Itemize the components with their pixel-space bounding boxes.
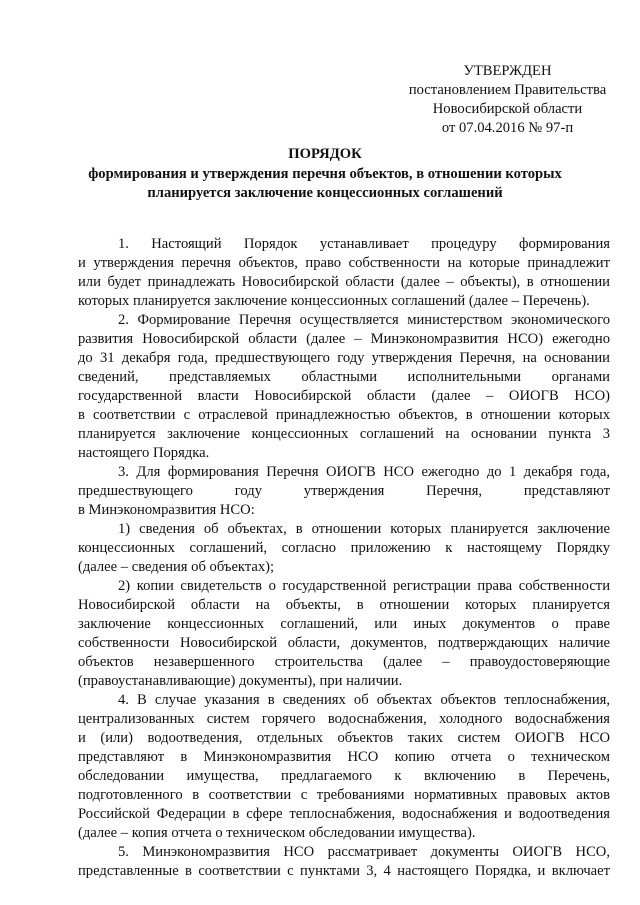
- document-title: [60, 145, 590, 204]
- paragraph-line: сведений, представляемых областными исполнительными органами: [78, 369, 610, 385]
- paragraph-line: (правоустанавливающие) документы), при наличии.: [78, 673, 403, 689]
- paragraph-line: государственной власти Новосибирской области (далее – ОИОГВ НСО): [78, 388, 610, 404]
- paragraph-line: и утверждения перечня объектов, право собственности на которые принадлежит: [78, 255, 610, 271]
- paragraph-line: заключение концессионных соглашений, или иных документов о праве: [78, 616, 610, 632]
- paragraph-line: которых планируется заключение концессионных соглашений (далее – Перечень).: [78, 293, 590, 309]
- paragraph-line: развития Новосибирской области (далее – Минэкономразвития НСО) ежегодно: [78, 331, 610, 347]
- title-heading: ПОРЯДОК: [288, 146, 362, 162]
- title-line: формирования и утверждения перечня объектов, в отношении которых: [88, 165, 562, 182]
- paragraph-line: обследовании имущества, предлагаемого к включению в Перечень,: [78, 768, 610, 784]
- paragraph-line: централизованных систем горячего водоснабжения, холодного водоснабжения: [78, 711, 610, 727]
- paragraph-line: и (или) водоотведения, отдельных объектов таких систем ОИОГВ НСО: [78, 730, 610, 746]
- paragraph-line: настоящего Порядка.: [78, 445, 210, 461]
- paragraph: [78, 577, 610, 691]
- paragraph-line: 1. Настоящий Порядок устанавливает процедуру формирования: [118, 236, 610, 252]
- paragraph-line: планируется заключение концессионных соглашений на основании пункта 3: [78, 426, 610, 442]
- paragraph-line: 2. Формирование Перечня осуществляется министерством экономического: [118, 312, 610, 328]
- paragraph-line: 3. Для формирования Перечня ОИОГВ НСО ежегодно до 1 декабря года,: [118, 464, 610, 480]
- paragraph-line: подготовленного в соответствии с требованиями нормативных правовых актов: [78, 787, 610, 803]
- paragraph-line: в Минэкономразвития НСО:: [78, 502, 255, 518]
- paragraph-line: или будет принадлежать Новосибирской области (далее – объекты), в отношении: [78, 274, 610, 290]
- paragraph-line: до 31 декабря года, предшествующего году утверждения Перечня, на основании: [78, 350, 610, 366]
- paragraph-line: 1) сведения об объектах, в отношении которых планируется заключение: [118, 521, 610, 537]
- paragraph: [78, 843, 610, 881]
- paragraph-line: 2) копии свидетельств о государственной регистрации права собственности: [118, 578, 610, 594]
- approval-line: Новосибирской области: [432, 101, 583, 117]
- paragraph-line: 4. В случае указания в сведениях об объектах объектов теплоснабжения,: [118, 692, 610, 708]
- paragraph-line: (далее – копия отчета о техническом обследовании имущества).: [78, 825, 476, 841]
- paragraph: [78, 311, 610, 463]
- approval-line: УТВЕРЖДЕН: [463, 63, 552, 79]
- paragraph-line: объектов незавершенного строительства (далее – правоудостоверяющие: [78, 654, 610, 670]
- approval-line: постановлением Правительства: [408, 82, 607, 98]
- paragraph: [78, 463, 610, 520]
- paragraph-line: представляют в Минэкономразвития НСО копию отчета о техническом: [78, 749, 610, 765]
- paragraph-line: (далее – сведения об объектах);: [78, 559, 275, 575]
- paragraph: [78, 520, 610, 577]
- paragraph-line: Российской Федерации в сфере теплоснабжения, водоснабжения и водоотведения: [78, 806, 610, 822]
- paragraph-line: 5. Минэкономразвития НСО рассматривает документы ОИОГВ НСО,: [118, 844, 610, 860]
- paragraph-line: концессионных соглашений, согласно приложению к настоящему Порядку: [78, 540, 610, 556]
- paragraph-line: предшествующего году утверждения Перечня, представляют: [78, 483, 610, 499]
- paragraph-line: Новосибирской области на объекты, в отношении которых планируется: [78, 597, 610, 613]
- approval-line: от 07.04.2016 № 97-п: [441, 120, 574, 136]
- paragraph-line: представленные в соответствии с пунктами 3, 4 настоящего Порядка, и включает: [78, 863, 610, 879]
- paragraph-line: в соответствии с отраслевой принадлежностью объектов, в отношении которых: [78, 407, 610, 423]
- paragraph-line: собственности Новосибирской области, документов, подтверждающих наличие: [78, 635, 610, 651]
- paragraph: [78, 691, 610, 843]
- title-line: планируется заключение концессионных соглашений: [147, 185, 503, 201]
- paragraph: [78, 235, 610, 311]
- document-body: [78, 235, 610, 881]
- approval-stamp: [395, 62, 620, 138]
